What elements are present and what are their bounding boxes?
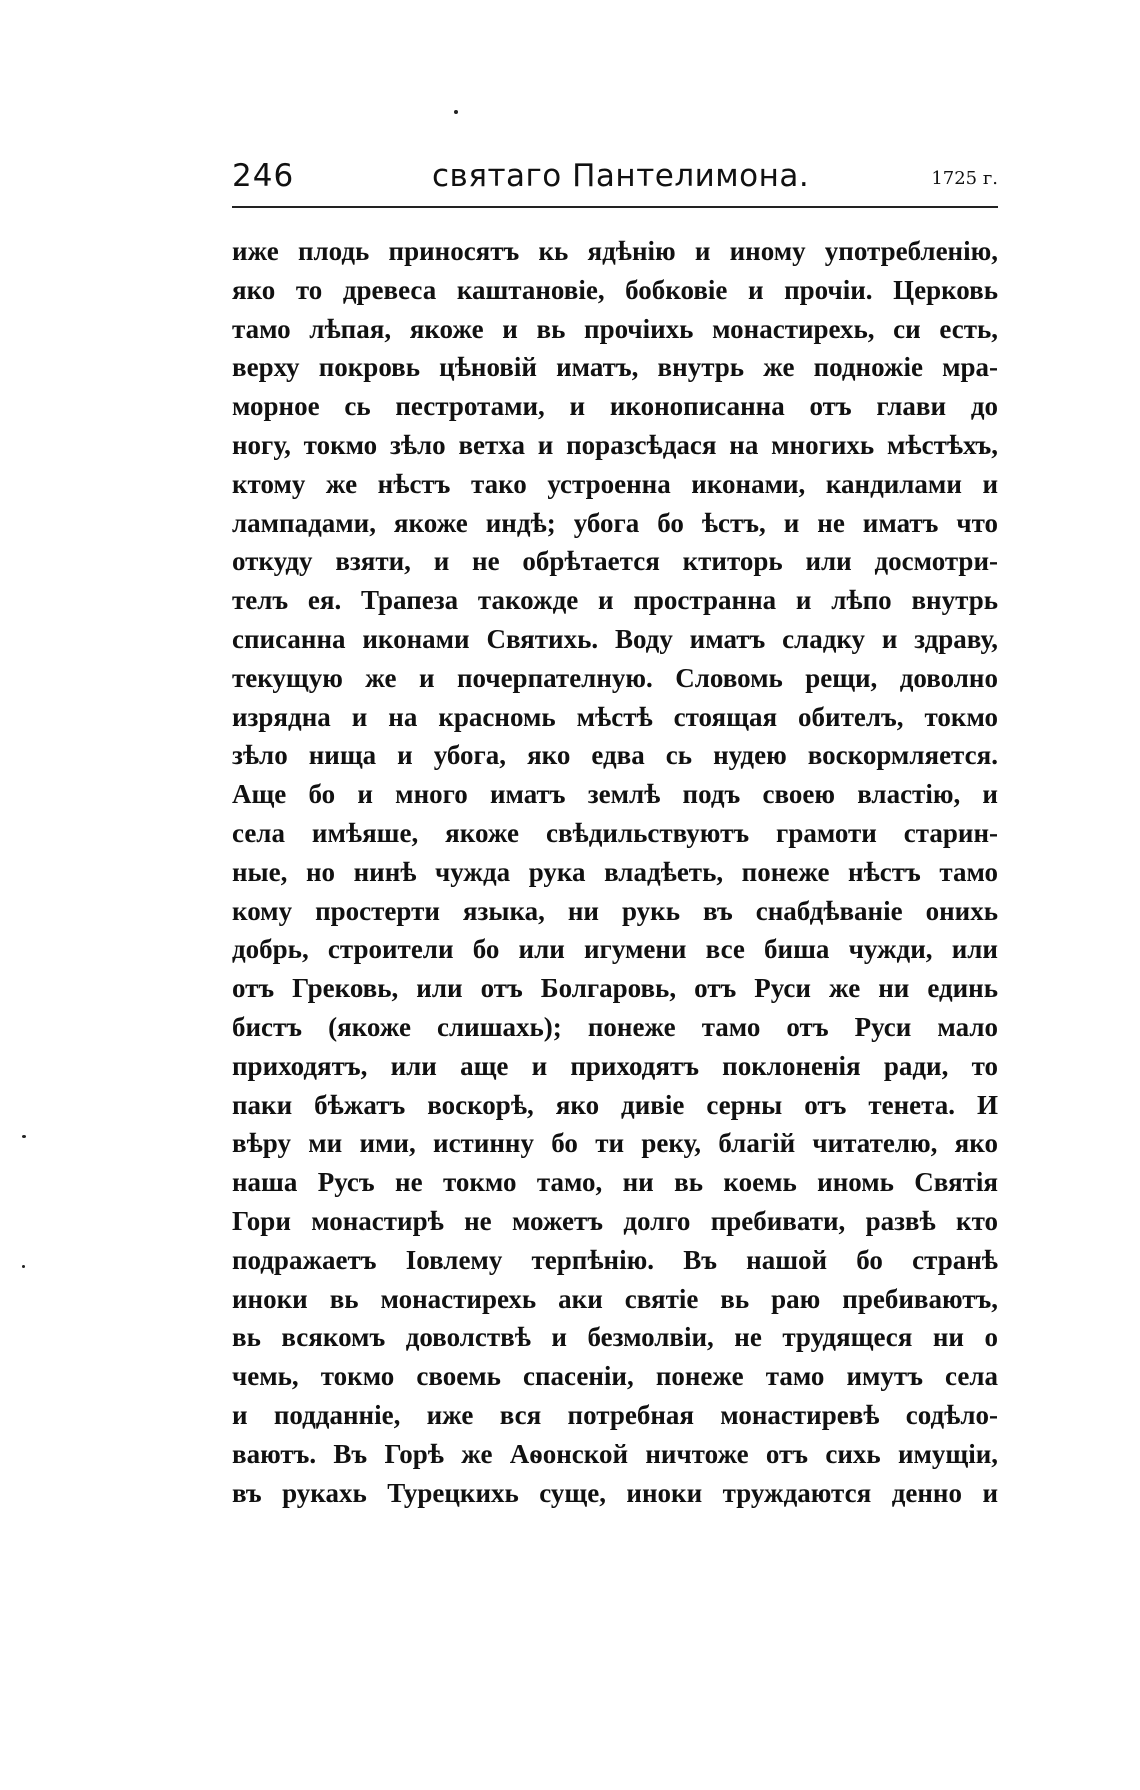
text-line: вь всякомъ доволствѣ и безмолвіи, не трудящеся ни о bbox=[232, 1322, 998, 1353]
text-line: иноки вь монастирехь аки святіе вь раю пребиваютъ, bbox=[232, 1283, 998, 1314]
text-line: текущую же и почерпателную. Словомь рещи, доволно bbox=[232, 662, 998, 693]
page-header bbox=[232, 158, 998, 206]
text-line: и подданніе, иже вся потребная монастиревѣ содѣло- bbox=[232, 1399, 998, 1430]
text-line: подражаетъ Іовлему терпѣнію. Въ нашой бо странѣ bbox=[232, 1244, 998, 1275]
page-number: 246 bbox=[232, 158, 295, 194]
text-line: верху покровь цѣновій иматъ, внутрь же подножіе мра- bbox=[232, 352, 998, 383]
text-line: вѣру ми ими, истинну бо ти реку, благій читателю, яко bbox=[232, 1128, 998, 1159]
text-line: изрядна и на красномь мѣстѣ стоящая обителъ, токмо bbox=[232, 701, 998, 732]
print-speck bbox=[22, 1135, 26, 1138]
text-line: отъ Грековь, или отъ Болгаровь, отъ Руси же ни единь bbox=[232, 973, 998, 1004]
body-text bbox=[232, 232, 998, 1512]
text-line: тамо лѣпая, якоже и вь прочіихь монастирехь, си есть, bbox=[232, 313, 998, 344]
year-marker: 1725 г. bbox=[931, 168, 998, 189]
text-line: ногу, токмо зѣло ветха и поразсѣдася на многихь мѣстѣхъ, bbox=[232, 429, 998, 460]
text-line: чемь, токмо своемь спасеніи, понеже тамо имутъ села bbox=[232, 1361, 998, 1392]
print-speck bbox=[454, 110, 458, 114]
text-line: ваютъ. Въ Горѣ же Аѳонской ничтоже отъ сихь имущіи, bbox=[232, 1438, 998, 1469]
text-line: лампадами, якоже индѣ; убога бо ѣстъ, и не иматъ что bbox=[232, 507, 998, 538]
text-line: Гори монастирѣ не можетъ долго пребивати, развѣ кто bbox=[232, 1205, 998, 1236]
header-rule bbox=[232, 206, 998, 208]
text-line: кому простерти языка, ни рукь въ снабдѣваніе онихь bbox=[232, 895, 998, 926]
text-line: добрь, строители бо или игумени все биша чужди, или bbox=[232, 934, 998, 965]
text-line: телъ ея. Трапеза такожде и пространна и лѣпо внутрь bbox=[232, 585, 998, 616]
running-title: святаго Пантелимона. bbox=[432, 158, 810, 194]
text-line: зѣло нища и убога, яко едва сь нудею воскормляется. bbox=[232, 740, 998, 771]
text-line: Аще бо и много иматъ землѣ подъ своею властію, и bbox=[232, 779, 998, 810]
text-line: ные, но нинѣ чужда рука владѣеть, понеже нѣстъ тамо bbox=[232, 856, 998, 887]
text-line: яко то древеса каштановіе, бобковіе и прочіи. Церковь bbox=[232, 274, 998, 305]
print-speck bbox=[22, 1265, 25, 1268]
text-line: наша Русъ не токмо тамо, ни вь коемь иномь Святія bbox=[232, 1167, 998, 1198]
text-line: паки бѣжатъ воскорѣ, яко дивіе серны отъ тенета. И bbox=[232, 1089, 998, 1120]
text-line: откуду взяти, и не обрѣтается ктиторь или досмотри- bbox=[232, 546, 998, 577]
text-line: иже плодь приносятъ кь ядѣнію и иному употребленію, bbox=[232, 236, 998, 266]
text-line: бистъ (якоже слишахь); понеже тамо отъ Руси мало bbox=[232, 1011, 998, 1042]
text-line: ктому же нѣстъ тако устроенна иконами, кандилами и bbox=[232, 468, 998, 499]
text-line: списанна иконами Святихь. Воду иматъ сладку и здраву, bbox=[232, 623, 998, 654]
text-line: села имѣяше, якоже свѣдильствуютъ грамоти старин- bbox=[232, 817, 998, 848]
text-line: приходятъ, или аще и приходятъ поклоненія ради, то bbox=[232, 1050, 998, 1081]
text-line: въ рукахь Турецкихь суще, иноки труждаются денно и bbox=[232, 1477, 998, 1508]
text-line: морное сь пестротами, и иконописанна отъ глави до bbox=[232, 391, 998, 422]
